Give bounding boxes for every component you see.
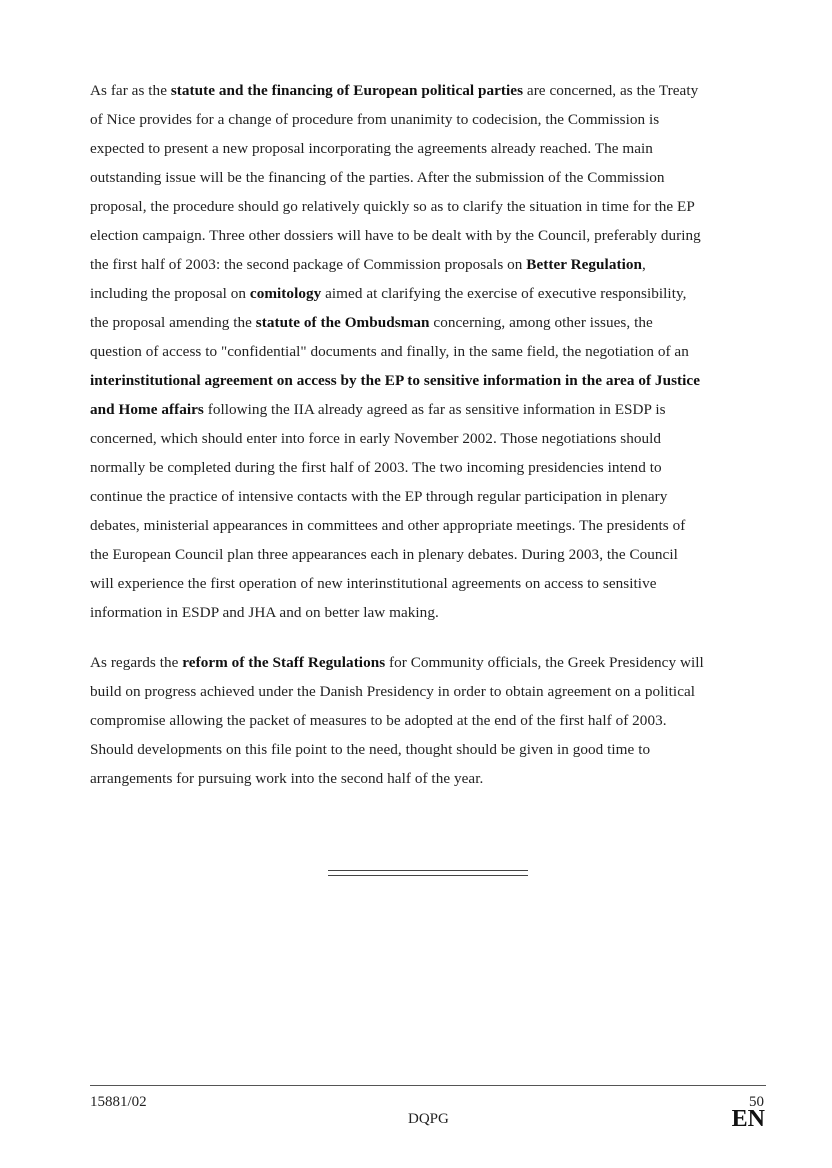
footer-rule <box>90 1085 766 1086</box>
text-run: normally be completed during the first half of 2003. The two incoming presidencies intend to <box>90 459 662 476</box>
text-run: debates, ministerial appearances in committees and other appropriate meetings. The presidents of <box>90 517 686 534</box>
end-of-text-divider <box>328 870 528 876</box>
text-run: the European Council plan three appearances each in plenary debates. During 2003, the Council <box>90 546 678 563</box>
text-run: the first half of 2003: the second package of Commission proposals on <box>90 256 527 273</box>
text-line <box>90 424 766 453</box>
text-run: expected to present a new proposal incorporating the agreements already reached. The main <box>90 140 653 157</box>
text-line <box>90 134 766 163</box>
text-run: following the IIA already agreed as far as sensitive information in ESDP is <box>203 401 666 418</box>
text-line <box>90 250 766 279</box>
text-run: the proposal amending the <box>90 314 256 331</box>
bold-text-run: reform of the Staff Regulations <box>182 654 386 671</box>
text-line <box>90 308 766 337</box>
text-line <box>90 677 766 706</box>
footer-language-code: EN <box>731 1106 765 1132</box>
text-run: As far as the <box>90 82 171 99</box>
text-run: As regards the <box>90 654 183 671</box>
text-line <box>90 366 766 395</box>
text-line <box>90 764 766 793</box>
text-run: information in ESDP and JHA and on better law making. <box>90 604 439 621</box>
text-line <box>90 569 766 598</box>
text-run: for Community officials, the Greek Presidency will <box>385 654 704 671</box>
text-run: are concerned, as the Treaty <box>523 82 699 99</box>
text-line <box>90 482 766 511</box>
text-run: concerning, among other issues, the <box>429 314 653 331</box>
text-line <box>90 706 766 735</box>
text-run: continue the practice of intensive contacts with the EP through regular participation in plenary <box>90 488 668 505</box>
text-run: proposal, the procedure should go relatively quickly so as to clarify the situation in time for the EP <box>90 198 695 215</box>
bold-text-run: statute and the financing of European political parties <box>170 82 524 99</box>
text-run: will experience the first operation of new interinstitutional agreements on access to sensitive <box>90 575 657 592</box>
text-run: compromise allowing the packet of measures to be adopted at the end of the first half of 2003. <box>90 712 667 729</box>
bold-text-run: comitology <box>249 285 322 302</box>
text-run: including the proposal on <box>90 285 250 302</box>
text-run: aimed at clarifying the exercise of executive responsibility, <box>321 285 687 302</box>
body-paragraph-1 <box>90 76 766 627</box>
text-run: arrangements for pursuing work into the second half of the year. <box>90 770 484 787</box>
text-line <box>90 453 766 482</box>
text-line <box>90 511 766 540</box>
footer-department-code: DQPG <box>408 1111 449 1127</box>
bold-text-run: Better Regulation <box>526 256 642 273</box>
text-run: question of access to "confidential" documents and finally, in the same field, the negotiation of an <box>90 343 689 360</box>
text-line <box>90 540 766 569</box>
text-run: build on progress achieved under the Danish Presidency in order to obtain agreement on a political <box>90 683 696 700</box>
text-run: , <box>642 256 646 273</box>
footer-document-number: 15881/02 <box>90 1094 147 1110</box>
footer-page-number: 50 <box>749 1094 764 1110</box>
text-line <box>90 192 766 221</box>
text-run: of Nice provides for a change of procedure from unanimity to codecision, the Commission is <box>90 111 660 128</box>
text-line <box>90 279 766 308</box>
text-line <box>90 598 766 627</box>
text-line <box>90 648 766 677</box>
text-run: concerned, which should enter into force in early November 2002. Those negotiations should <box>90 430 662 447</box>
text-line <box>90 395 766 424</box>
bold-text-run: interinstitutional agreement on access by the EP to sensitive information in the area of Justice <box>90 372 700 389</box>
text-run: outstanding issue will be the financing of the parties. After the submission of the Commission <box>90 169 665 186</box>
text-line <box>90 337 766 366</box>
text-run: election campaign. Three other dossiers will have to be dealt with by the Council, preferably during <box>90 227 701 244</box>
bold-text-run: statute of the Ombudsman <box>255 314 430 331</box>
text-run: Should developments on this file point to the need, thought should be given in good time to <box>90 741 651 758</box>
text-line <box>90 163 766 192</box>
text-line <box>90 221 766 250</box>
text-line <box>90 735 766 764</box>
text-line <box>90 76 766 105</box>
text-line <box>90 105 766 134</box>
body-paragraph-2 <box>90 648 766 793</box>
bold-text-run: and Home affairs <box>90 401 204 418</box>
